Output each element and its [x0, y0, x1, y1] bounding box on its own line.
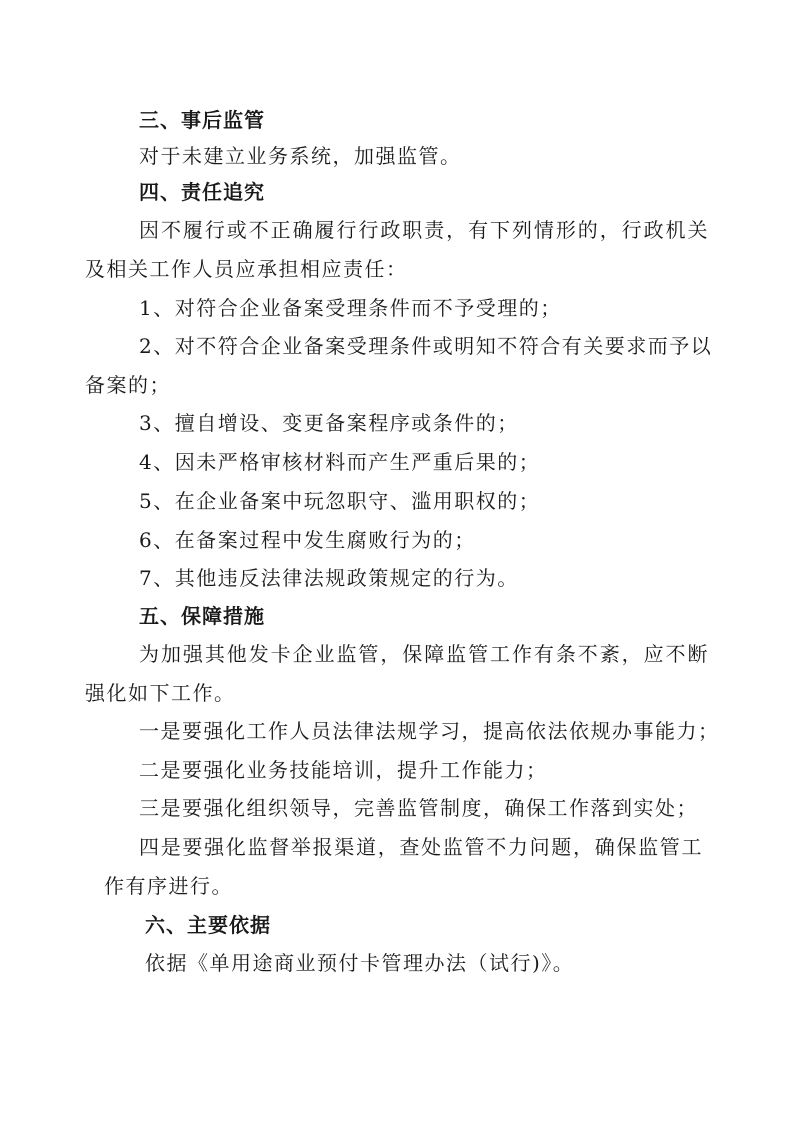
list-item: 二是要强化业务技能培训，提升工作能力；	[139, 758, 548, 782]
list-item: 三是要强化组织领导，完善监管制度，确保工作落到实处；	[139, 796, 698, 820]
list-item: 5、在企业备案中玩忽职守、滥用职权的；	[139, 489, 541, 513]
section-heading-post-supervision: 三、事后监管	[139, 108, 265, 132]
paragraph-line: 因不履行或不正确履行行政职责，有下列情形的，行政机关	[139, 218, 709, 242]
list-item: 4、因未严格审核材料而产生严重后果的；	[139, 450, 541, 474]
list-item-continuation: 备案的；	[85, 373, 171, 397]
list-item: 7、其他违反法律法规政策规定的行为。	[139, 566, 519, 590]
list-item: 1、对符合企业备案受理条件而不予受理的；	[139, 296, 562, 320]
paragraph-line: 强化如下工作。	[85, 681, 236, 705]
list-item: 2、对不符合企业备案受理条件或明知不符合有关要求而予以	[139, 334, 713, 358]
paragraph-line: 依据《单用途商业预付卡管理办法（试行)》。	[145, 951, 575, 975]
paragraph-line: 对于未建立业务系统，加强监管。	[139, 144, 462, 168]
list-item: 6、在备案过程中发生腐败行为的；	[139, 528, 476, 552]
section-heading-legal-basis: 六、主要依据	[145, 913, 271, 937]
list-item-continuation: 作有序进行。	[104, 874, 233, 898]
list-item: 一是要强化工作人员法律法规学习，提高依法依规办事能力；	[139, 719, 720, 743]
paragraph-line: 为加强其他发卡企业监管，保障监管工作有条不紊，应不断	[139, 642, 709, 666]
list-item: 四是要强化监督举报渠道，查处监管不力问题，确保监管工	[139, 835, 703, 859]
list-item: 3、擅自增设、变更备案程序或条件的；	[139, 411, 519, 435]
paragraph-line: 及相关工作人员应承担相应责任：	[85, 257, 408, 281]
section-heading-accountability: 四、责任追究	[139, 180, 265, 204]
section-heading-safeguards: 五、保障措施	[139, 604, 265, 628]
